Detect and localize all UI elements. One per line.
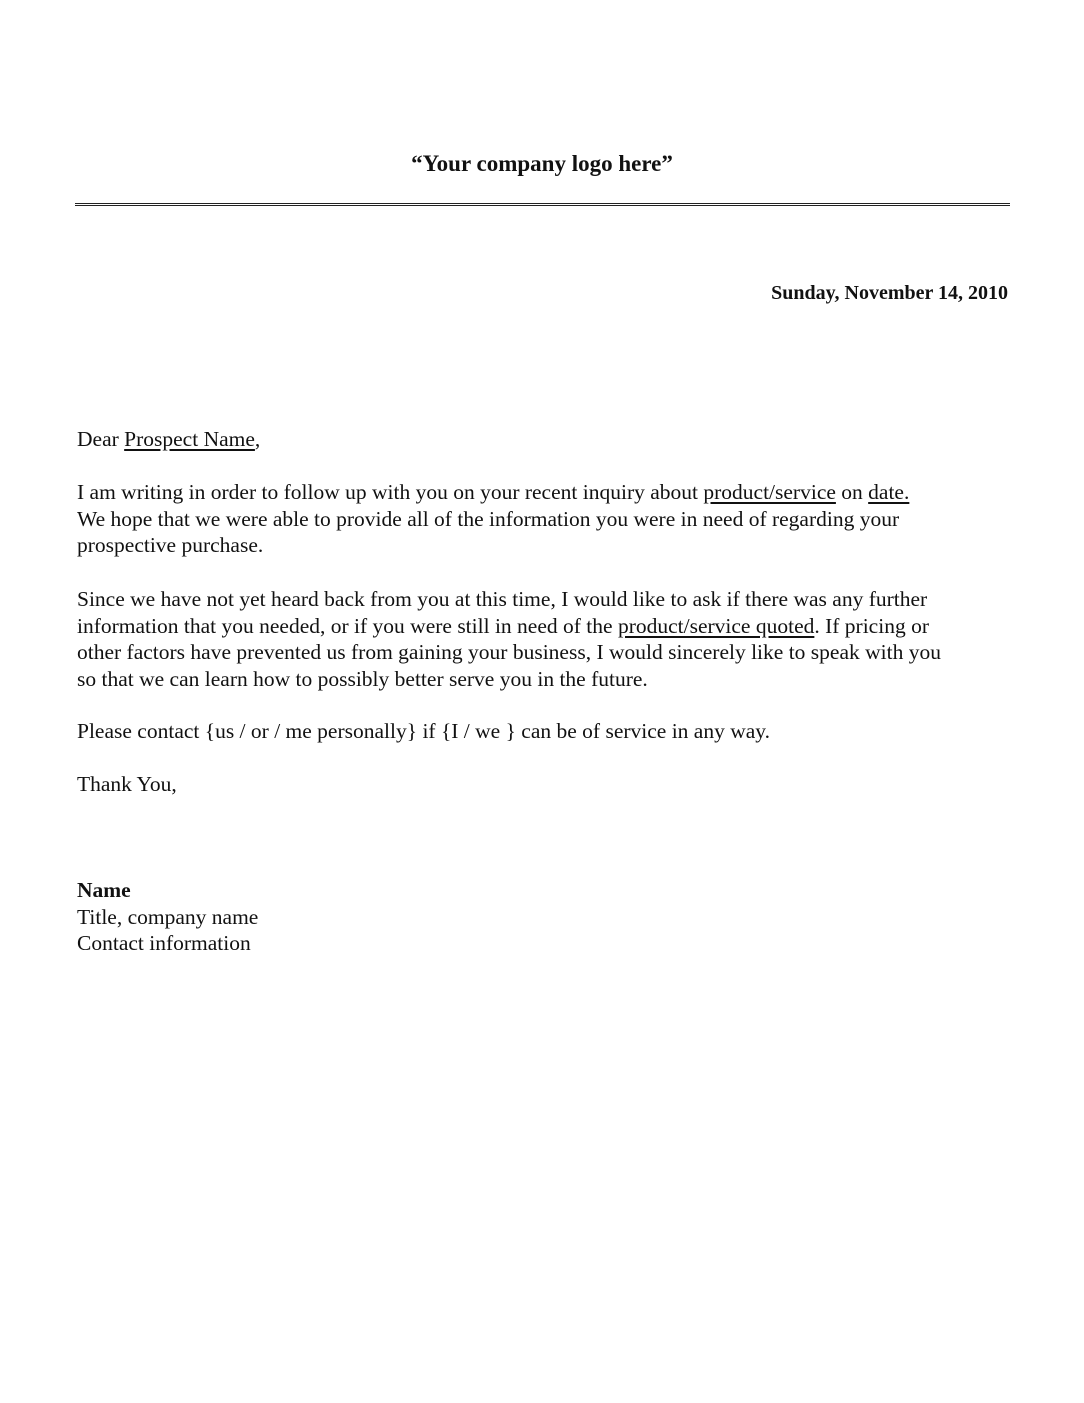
signature-contact: Contact information [77,931,251,955]
date-field: date. [868,480,910,504]
para3-text: Please contact {us / or / me personally} if {I / we } can be of service in any way. [77,719,771,743]
para2-line1: Since we have not yet heard back from you at this time, I would like to ask if there was any further [77,587,928,611]
greeting [77,426,1017,453]
signature-name: Name [77,878,131,902]
para2-line4: so that we can learn how to possibly better serve you in the future. [77,666,648,691]
greeting-prefix: Dear [77,427,125,451]
para1-line1-a: I am writing in order to follow up with you on your recent inquiry about [77,480,704,504]
para1-line2: We hope that we were able to provide all of the information you were in need of regarding your [77,506,900,531]
para1-line3: prospective purchase. [77,533,264,557]
para2-line2-b: . If pricing or [814,613,929,638]
company-logo-placeholder: “Your company logo here” [411,151,673,176]
product-service-field: product/service [703,480,836,504]
signature-block [77,877,258,957]
para2-line2-a: information that you needed, or if you were still in need of the [77,613,618,638]
prospect-name: Prospect Name [124,427,255,451]
paragraph-contact [77,718,1017,745]
paragraph-inquiry [77,479,1017,559]
signature-title: Title, company name [77,904,259,929]
greeting-suffix: , [254,427,261,451]
closing-text: Thank You, [77,772,177,796]
product-service-quoted-field: product/service quoted [617,613,815,638]
para2-line3: other factors have prevented us from gaining your business, I would sincerely like to speak with you [77,640,941,664]
letter-date: Sunday, November 14, 2010 [771,282,1008,304]
paragraph-follow-up [77,586,1017,692]
para1-line1-b: on [835,480,869,504]
header-divider [75,203,1010,206]
closing [77,771,1017,798]
